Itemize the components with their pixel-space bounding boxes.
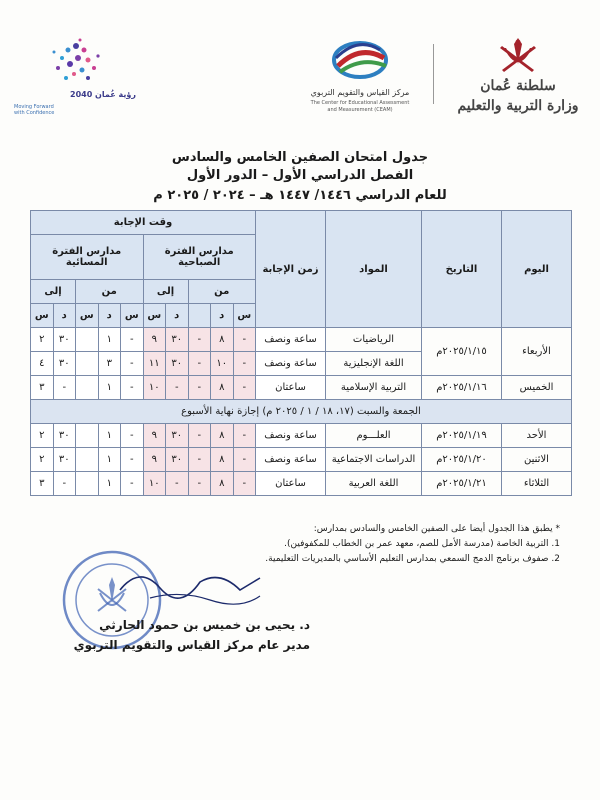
header-evening: مدارس الفترة المسائية	[31, 235, 144, 280]
eac-name-ar: مركز القياس والتقويم التربوي	[310, 88, 410, 97]
header-unit: س	[233, 304, 256, 328]
header-unit: د	[98, 304, 121, 328]
cell-subject: الرياضيات	[326, 328, 422, 352]
cell-time	[76, 472, 99, 496]
cell-time: ١١	[143, 352, 166, 376]
cell-time: ٣	[31, 472, 54, 496]
cell-time	[76, 328, 99, 352]
cell-time: ١	[98, 448, 121, 472]
signer-title: مدير عام مركز القياس والتقويم التربوي	[73, 638, 310, 652]
cell-time: ٣	[31, 376, 54, 400]
cell-subject: العلـــوم	[326, 424, 422, 448]
cell-time: -	[233, 472, 256, 496]
header-evening-from: من	[76, 280, 144, 304]
header-day: اليوم	[502, 211, 572, 328]
ministry-of-education-logo	[448, 34, 588, 124]
cell-time: -	[233, 352, 256, 376]
cell-time: ٢	[31, 328, 54, 352]
cell-time: ٣٠	[166, 448, 189, 472]
header-divider	[433, 44, 434, 104]
cell-time: ١٠	[211, 352, 234, 376]
header-morning-to: إلى	[143, 280, 188, 304]
cell-time: -	[233, 328, 256, 352]
cell-time: ٣٠	[166, 352, 189, 376]
note-line: 2. صفوف برنامج الدمج السمعي بمدارس التعليم الأساسي بالمديريات التعليمية.	[265, 554, 560, 564]
document-semester: الفصل الدراسي الأول – الدور الأول	[186, 168, 414, 183]
header-unit: س	[121, 304, 144, 328]
cell-subject: اللغة العربية	[326, 472, 422, 496]
cell-duration: ساعتان	[256, 472, 326, 496]
document-title: جدول امتحان الصفين الخامس والسادس	[171, 150, 429, 165]
cell-time: ٣٠	[166, 328, 189, 352]
cell-time	[76, 352, 99, 376]
note-line: * يطبق هذا الجدول أيضا على الصفين الخامس والسادس بمدارس:	[313, 524, 560, 534]
cell-time: ١٠	[143, 376, 166, 400]
header-morning: مدارس الفترة الصباحية	[143, 235, 256, 280]
header-morning-from: من	[188, 280, 256, 304]
cell-subject: اللغة الإنجليزية	[326, 352, 422, 376]
cell-time: -	[233, 376, 256, 400]
cell-time: ٨	[211, 376, 234, 400]
table-row	[31, 448, 572, 472]
cell-time: -	[233, 448, 256, 472]
header-unit: د	[53, 304, 76, 328]
header-duration: زمن الإجابة	[256, 211, 326, 328]
note-line: 1. التربية الخاصة (مدرسة الأمل للصم، معهد عمر بن الخطاب للمكفوفين).	[284, 539, 560, 549]
cell-subject: التربية الإسلامية	[326, 376, 422, 400]
header-unit: س	[31, 304, 54, 328]
eac-name-en2: and Measurement (CEAM)	[327, 107, 393, 113]
weekend-row	[31, 400, 572, 424]
header-date: التاريخ	[422, 211, 502, 328]
table-row	[31, 472, 572, 496]
cell-time: ٢	[31, 448, 54, 472]
cell-time: ٣٠	[53, 352, 76, 376]
cell-time: ٨	[211, 472, 234, 496]
cell-day: الثلاثاء	[502, 472, 572, 496]
cell-date: ٢٠٢٥/١/٢٠م	[422, 448, 502, 472]
table-row	[31, 328, 572, 352]
cell-time: ٩	[143, 328, 166, 352]
cell-time: -	[188, 448, 211, 472]
cell-time: -	[121, 424, 144, 448]
cell-subject: الدراسات الاجتماعية	[326, 448, 422, 472]
handwritten-signature	[110, 560, 270, 610]
cell-time: ١	[98, 424, 121, 448]
eac-logo	[300, 36, 420, 126]
cell-time: -	[166, 376, 189, 400]
cell-time: -	[188, 352, 211, 376]
weekend-note: الجمعة والسبت (١٧، ١٨ / ١ / ٢٠٢٥ م) إجازة نهاية الأسبوع	[31, 400, 572, 424]
header-unit	[188, 304, 211, 328]
table-header-row	[31, 211, 572, 235]
cell-time: ٩	[143, 424, 166, 448]
cell-time	[76, 424, 99, 448]
cell-day: الخميس	[502, 376, 572, 400]
header-subject: المواد	[326, 211, 422, 328]
cell-time: -	[53, 472, 76, 496]
cell-date: ٢٠٢٥/١/١٩م	[422, 424, 502, 448]
cell-duration: ساعتان	[256, 376, 326, 400]
cell-time: -	[121, 352, 144, 376]
cell-time: -	[121, 448, 144, 472]
cell-time	[76, 448, 99, 472]
cell-time: -	[188, 328, 211, 352]
document-year: للعام الدراسي ١٤٤٦/ ١٤٤٧ هـ – ٢٠٢٤ / ٢٠٢٥ م	[153, 188, 447, 203]
header-unit: س	[143, 304, 166, 328]
cell-date: ٢٠٢٥/١/١٦م	[422, 376, 502, 400]
cell-time	[76, 376, 99, 400]
vision-2040-subtitle: Moving Forward with Confidence	[14, 104, 55, 116]
header-unit: د	[166, 304, 189, 328]
signer-name: د. يحيى بن خميس بن حمود الحارثي	[99, 618, 310, 632]
cell-time: ٢	[31, 424, 54, 448]
cell-time: -	[188, 424, 211, 448]
cell-duration: ساعة ونصف	[256, 424, 326, 448]
cell-time: -	[188, 376, 211, 400]
cell-time: -	[53, 376, 76, 400]
cell-time: -	[121, 472, 144, 496]
cell-day: الأربعاء	[502, 328, 572, 376]
cell-day: الاثنين	[502, 448, 572, 472]
cell-time: ٣٠	[53, 424, 76, 448]
header-unit: د	[211, 304, 234, 328]
cell-time: -	[233, 424, 256, 448]
cell-time: -	[121, 376, 144, 400]
cell-duration: ساعة ونصف	[256, 448, 326, 472]
table-row	[31, 376, 572, 400]
cell-date: ٢٠٢٥/١/٢١م	[422, 472, 502, 496]
cell-time: ١٠	[143, 472, 166, 496]
cell-time: ٣٠	[53, 328, 76, 352]
vision-2040-text: رؤية عُمان 2040	[70, 90, 136, 99]
cell-time: -	[166, 472, 189, 496]
cell-time: -	[188, 472, 211, 496]
cell-time: ٨	[211, 328, 234, 352]
eac-name-en1: The Center for Educational Assessment	[310, 100, 410, 106]
header-unit: س	[76, 304, 99, 328]
ministry-line1: سلطنة عُمان	[480, 78, 556, 94]
exam-schedule-table	[30, 210, 572, 496]
header-answer-time: وقت الإجابة	[31, 211, 256, 235]
cell-time: ١	[98, 328, 121, 352]
cell-time: ٣٠	[53, 448, 76, 472]
cell-date: ٢٠٢٥/١/١٥م	[422, 328, 502, 376]
header-evening-to: إلى	[31, 280, 76, 304]
cell-time: ٨	[211, 448, 234, 472]
cell-day: الأحد	[502, 424, 572, 448]
cell-time: ٣	[98, 352, 121, 376]
cell-time: ١	[98, 376, 121, 400]
cell-time: -	[121, 328, 144, 352]
cell-time: ٣٠	[166, 424, 189, 448]
oman-vision-2040-logo	[14, 28, 136, 118]
table-row	[31, 424, 572, 448]
ministry-line2: وزارة التربية والتعليم	[457, 98, 579, 114]
cell-duration: ساعة ونصف	[256, 328, 326, 352]
cell-time: ٤	[31, 352, 54, 376]
cell-time: ٩	[143, 448, 166, 472]
cell-time: ٨	[211, 424, 234, 448]
cell-time: ١	[98, 472, 121, 496]
cell-duration: ساعة ونصف	[256, 352, 326, 376]
